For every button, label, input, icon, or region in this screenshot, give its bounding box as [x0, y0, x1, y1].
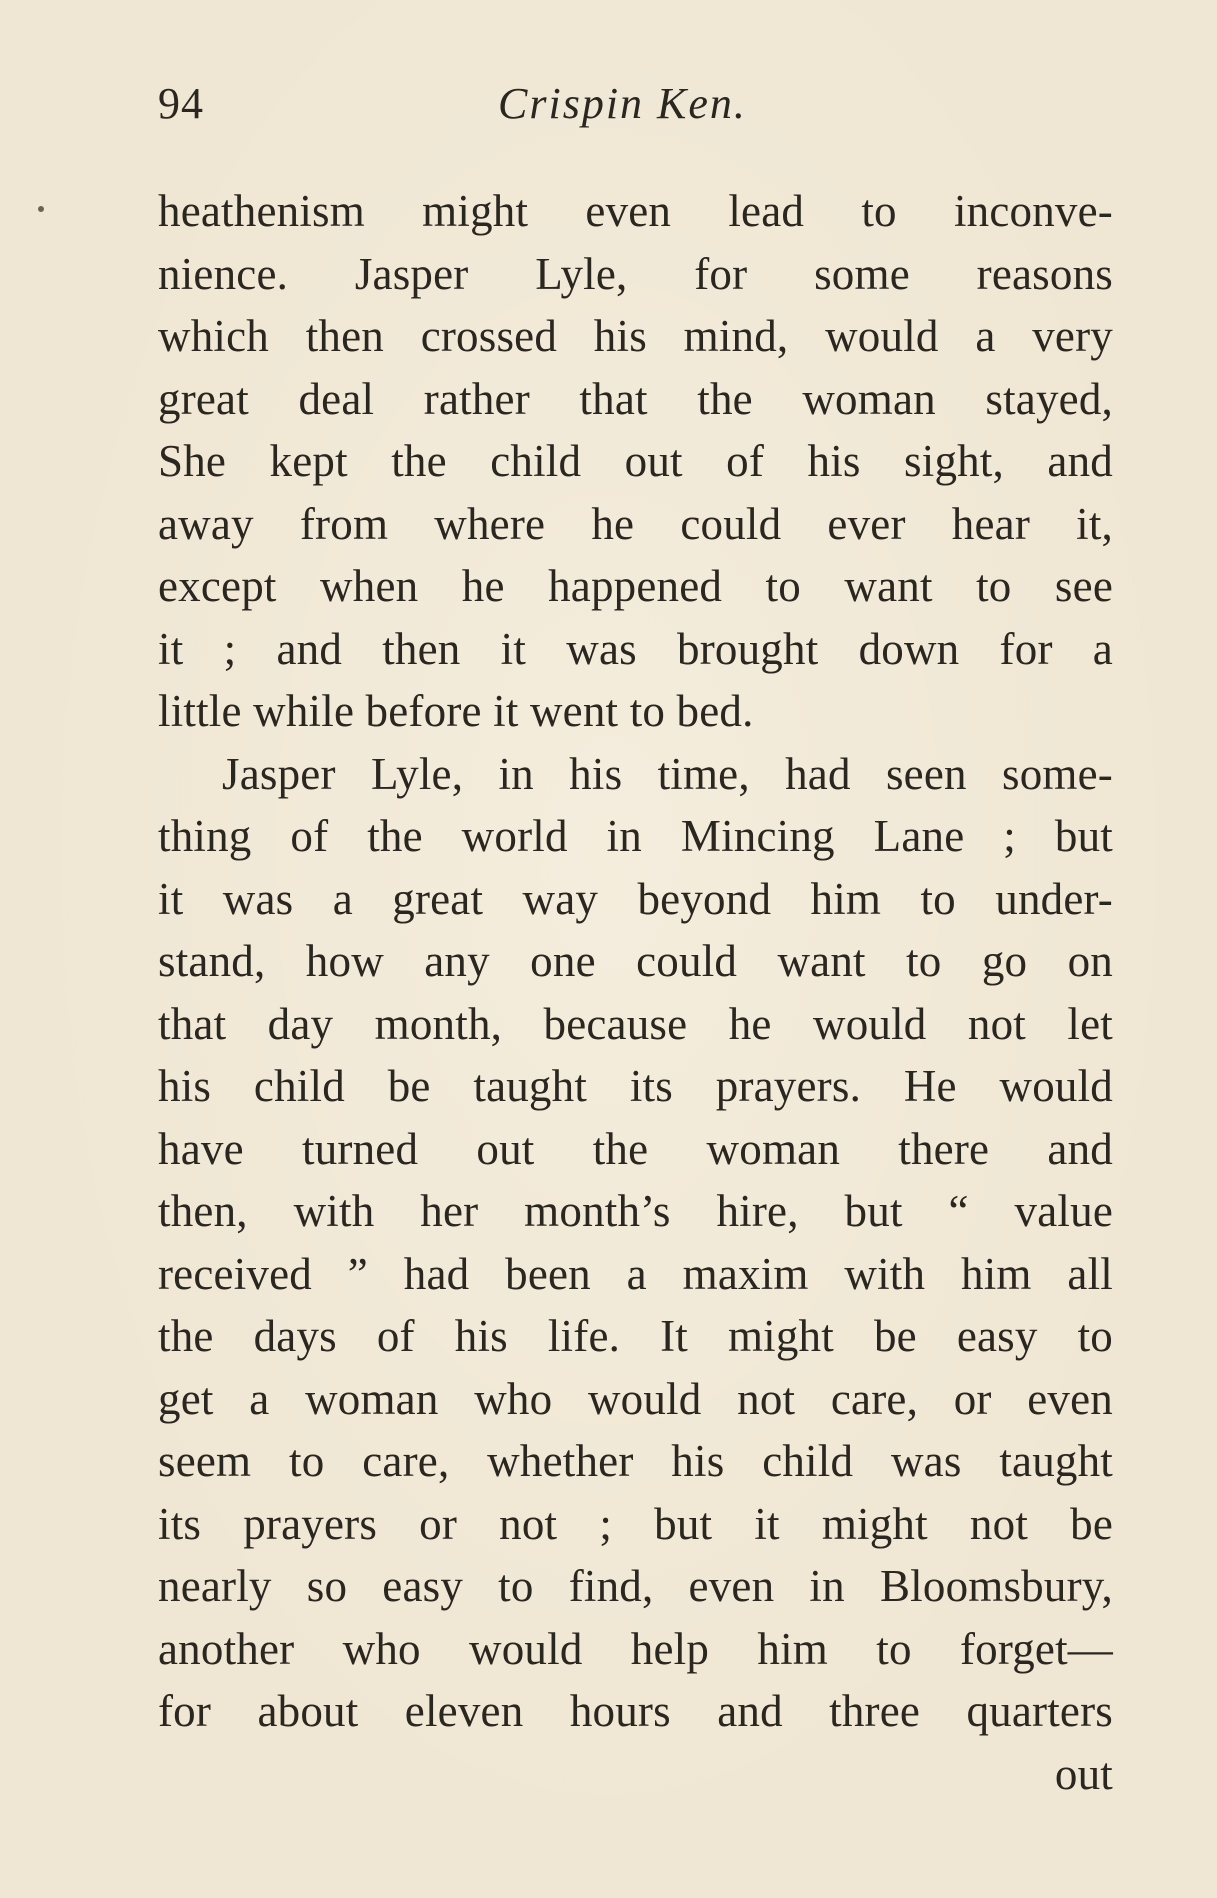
running-head [158, 78, 1108, 138]
text-line: received ” had been a maxim with him all [158, 1248, 1113, 1299]
text-line: little while before it went to bed. [158, 686, 754, 736]
text-line: get a woman who would not care, or even [158, 1373, 1113, 1424]
text-line: heathenism might even lead to inconve- [158, 186, 1113, 236]
text-line: except when he happened to want to see [158, 561, 1113, 611]
text-line: then, with her month’s hire, but “ value [158, 1186, 1113, 1236]
text-line: away from where he could ever hear it, [158, 498, 1113, 549]
text-line: another who would help him to forget— [158, 1623, 1113, 1674]
page-number: 94 [158, 79, 204, 128]
ink-speck [38, 206, 44, 212]
text-line: She kept the child out of his sight, and [158, 436, 1113, 486]
catchword: out [1054, 1748, 1113, 1799]
text-line: his child be taught its prayers. He would [158, 1061, 1113, 1111]
text-line: nearly so easy to find, even in Bloomsbury, [158, 1561, 1113, 1611]
text-line: great deal rather that the woman stayed, [158, 373, 1113, 424]
running-title: Crispin Ken. [498, 79, 747, 128]
text-line: thing of the world in Mincing Lane ; but [158, 811, 1113, 861]
text-line: have turned out the woman there and [158, 1123, 1113, 1174]
text-line: the days of his life. It might be easy to [158, 1311, 1113, 1361]
text-line: its prayers or not ; but it might not be [158, 1498, 1113, 1549]
text-line: for about eleven hours and three quarters [158, 1686, 1113, 1736]
text-line: stand, how any one could want to go on [158, 936, 1113, 986]
text-line: it ; and then it was brought down for a [158, 623, 1113, 674]
text-line: it was a great way beyond him to under- [158, 873, 1113, 924]
text-line: Jasper Lyle, in his time, had seen some- [222, 748, 1113, 799]
text-line: seem to care, whether his child was taught [158, 1436, 1113, 1486]
text-line: nience. Jasper Lyle, for some reasons [158, 248, 1113, 299]
text-line: that day month, because he would not let [158, 998, 1113, 1049]
body-text [158, 180, 1113, 1805]
text-line: which then crossed his mind, would a very [158, 311, 1113, 361]
